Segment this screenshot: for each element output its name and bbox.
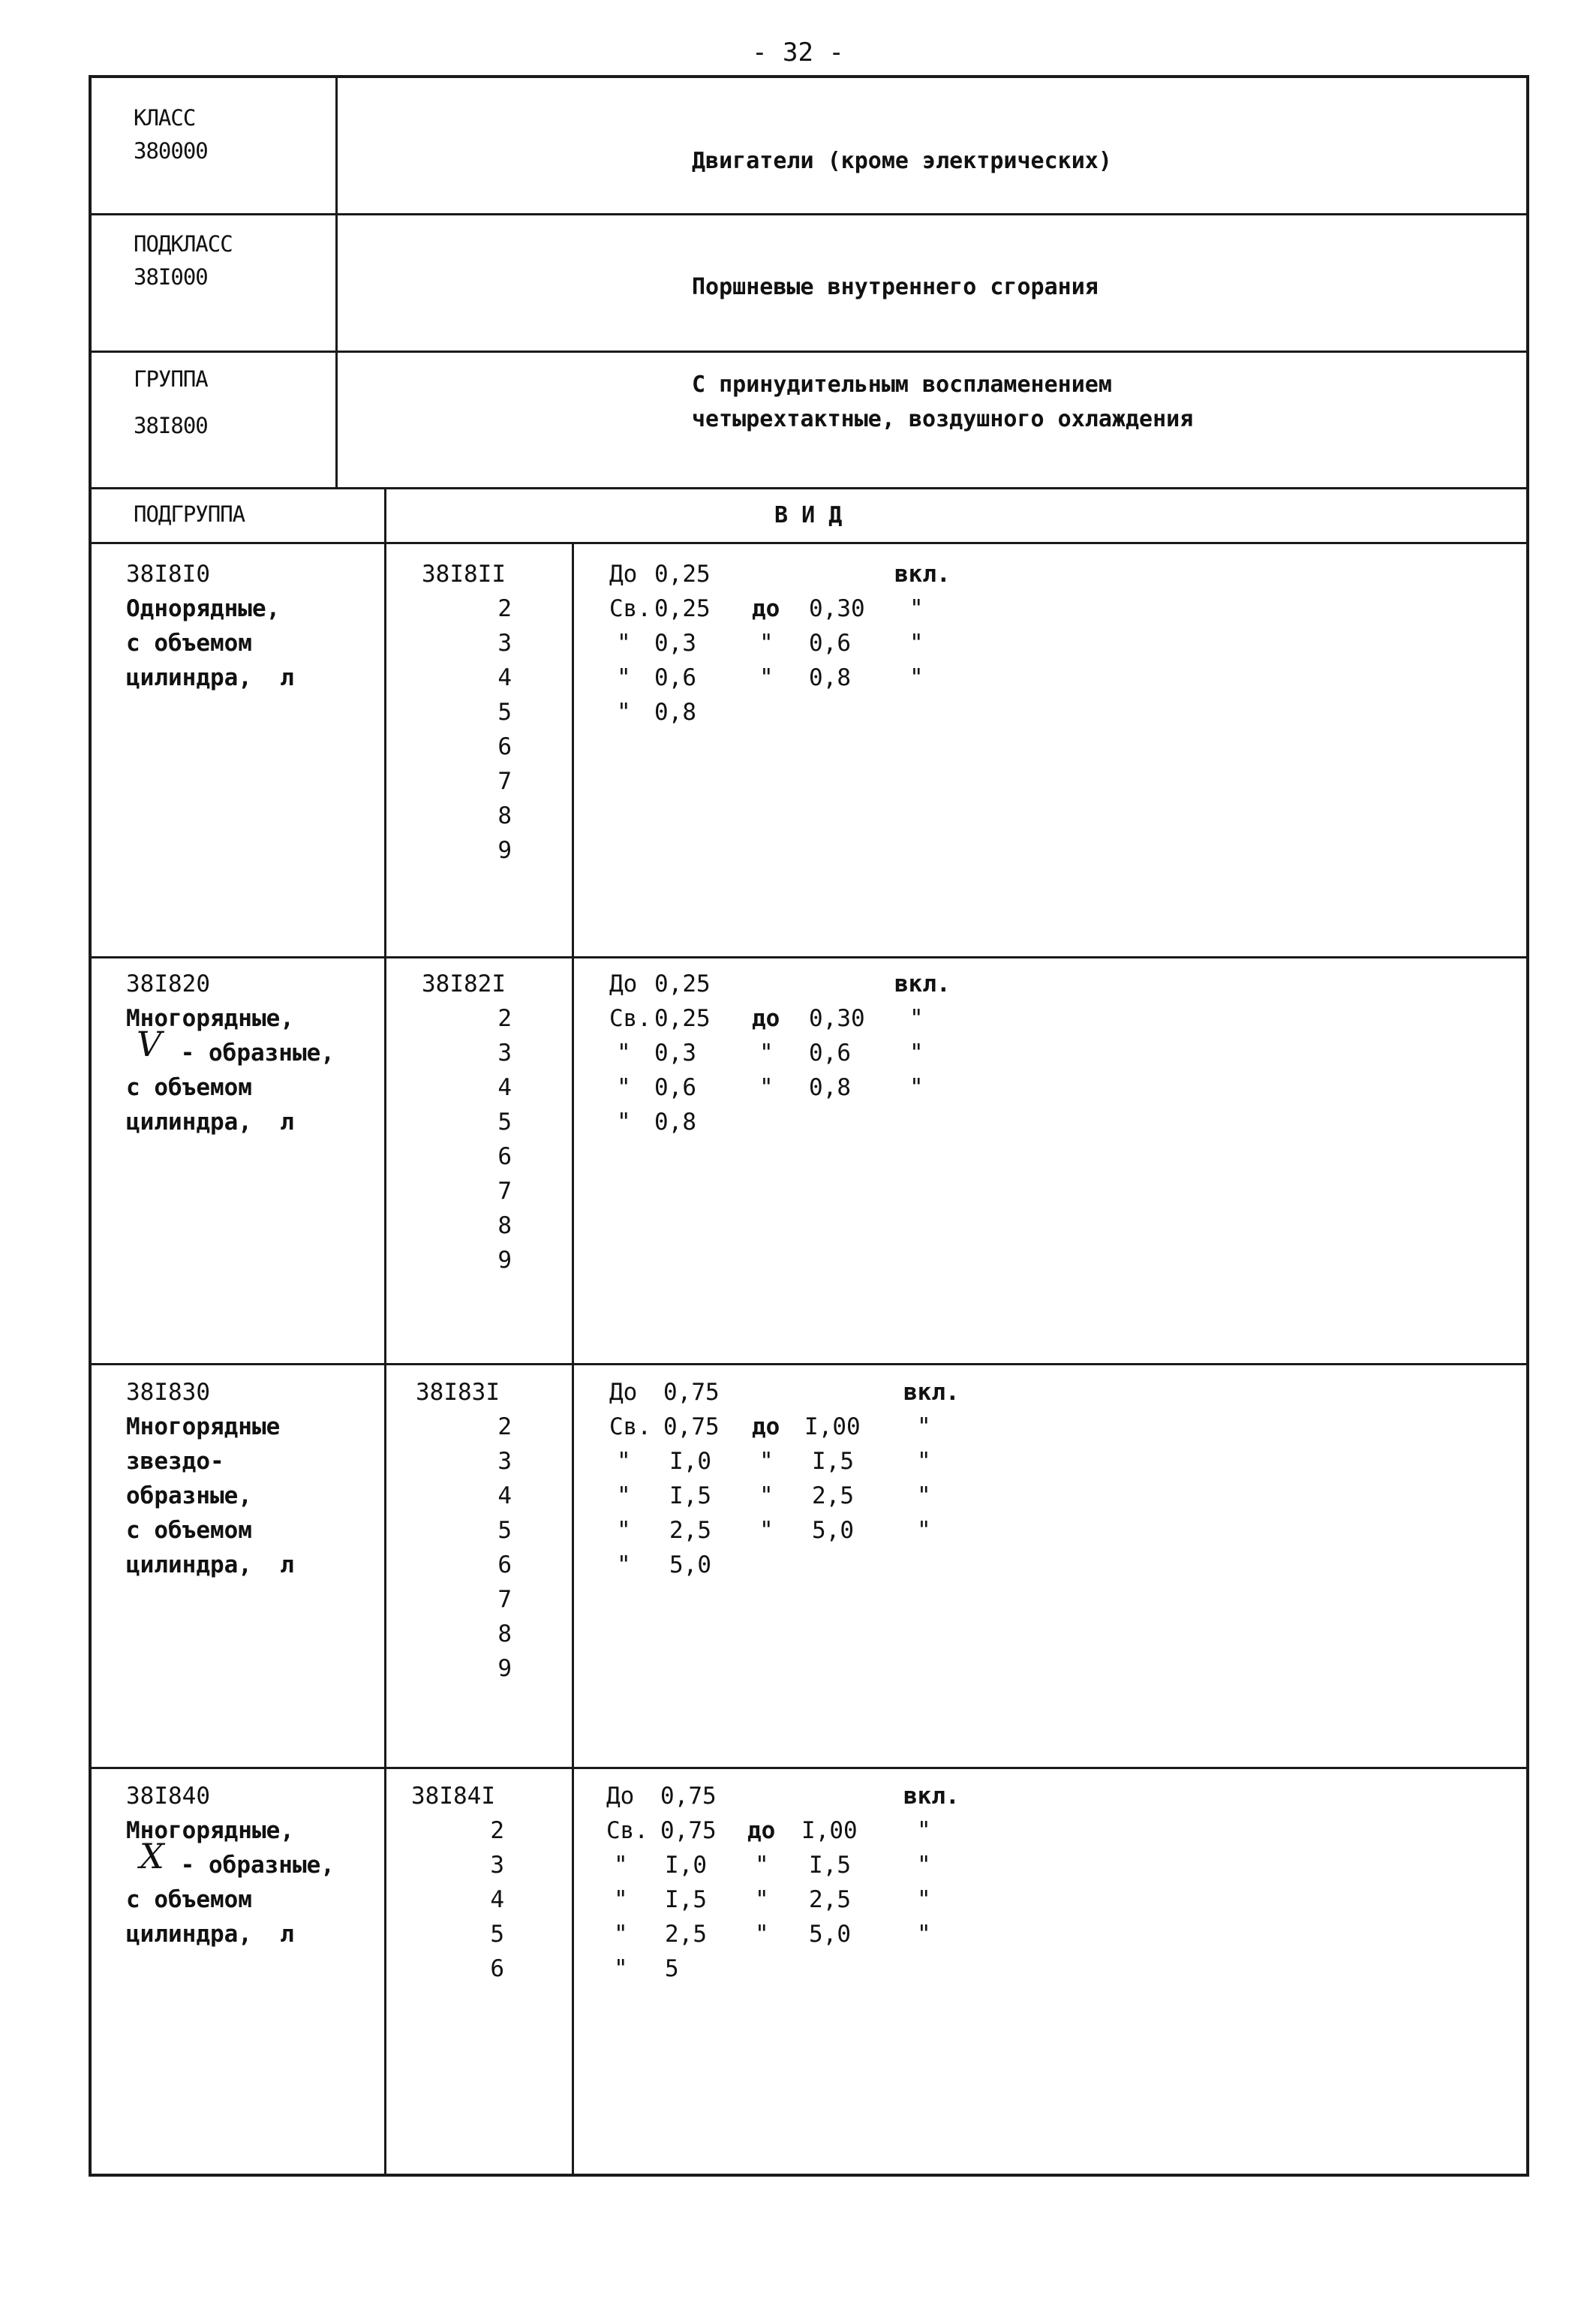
range-to: 0,30 [809,1005,865,1032]
range-suffix: вкл. [903,1379,960,1406]
range-prefix: " [614,1921,628,1948]
subgroup-desc: - образные, [167,1852,335,1879]
row-divider [92,487,1526,489]
range-from: 0,3 [654,630,696,657]
range-from: 5,0 [669,1551,711,1578]
range-suffix: " [917,1448,931,1475]
vid-code: 4 [497,1482,512,1509]
range-prefix: " [617,1551,631,1578]
subgroup-separator [92,1767,1526,1769]
range-suffix: " [909,1074,924,1101]
vid-code: 38I83I [416,1379,500,1406]
range-sep: " [755,1852,769,1879]
range-from: 0,8 [654,1109,696,1136]
range-from: 5 [665,1955,679,1982]
row-divider [92,542,1526,544]
podklass-code: 38I000 [134,264,208,290]
subgroup-divider [384,487,386,2177]
range-to: 5,0 [809,1921,851,1948]
gruppa-code: 38I800 [134,413,208,438]
subgroup-code: 38I840 [126,1783,210,1810]
range-to: I,00 [801,1817,858,1844]
range-prefix: " [617,1482,631,1509]
range-from: 0,75 [660,1817,717,1844]
range-sep: " [759,1040,774,1067]
range-suffix: вкл. [894,970,951,998]
subgroup-desc: Многорядные, [126,1817,294,1844]
range-prefix: " [617,699,631,726]
range-to: 0,6 [809,1040,851,1067]
range-to: 0,8 [809,1074,851,1101]
vid-code: 7 [497,768,512,795]
range-to: I,5 [812,1448,854,1475]
codes-divider [572,542,574,2177]
range-to: 2,5 [812,1482,854,1509]
vid-code: 8 [497,1212,512,1239]
range-from: 0,75 [660,1783,717,1810]
range-suffix: " [917,1517,931,1544]
vid-code: 2 [497,1413,512,1440]
range-from: I,0 [665,1852,707,1879]
vid-code: 9 [497,837,512,864]
vid-code: 8 [497,1620,512,1648]
vid-code: 3 [497,630,512,657]
range-suffix: " [909,1005,924,1032]
vid-code: 3 [497,1040,512,1067]
range-prefix: " [614,1955,628,1982]
range-to: 0,30 [809,595,865,622]
subgroup-desc: Многорядные [126,1413,281,1440]
range-from: 0,6 [654,1074,696,1101]
range-suffix: " [917,1852,931,1879]
subgroup-desc: Однорядные, [126,595,281,622]
row-divider [92,213,1526,215]
range-sep: " [759,1448,774,1475]
vid-code: 38I84I [411,1783,495,1810]
vid-code: 5 [497,1517,512,1544]
subgroup-separator [92,1363,1526,1365]
subgroup-desc: с объемом [126,630,252,657]
range-sep: " [755,1921,769,1948]
range-prefix: До [609,1379,638,1406]
range-from: 0,75 [663,1413,720,1440]
range-prefix: " [617,1448,631,1475]
range-from: 0,25 [654,970,711,998]
subgroup-desc: образные, [126,1482,252,1509]
vid-code: 38I82I [422,970,506,998]
range-from: 2,5 [669,1517,711,1544]
range-from: 0,3 [654,1040,696,1067]
vid-code: 5 [497,1109,512,1136]
vid-code: 7 [497,1586,512,1613]
range-prefix: Св. [609,1413,651,1440]
range-prefix: " [617,1040,631,1067]
classification-table [89,75,1529,2177]
subgroup-code: 38I830 [126,1379,210,1406]
vid-code: 7 [497,1178,512,1205]
subgroup-header: ПОДГРУППА [134,501,245,527]
range-to: 5,0 [812,1517,854,1544]
range-prefix: Св. [609,1005,651,1032]
vid-code: 9 [497,1655,512,1682]
vid-code: 3 [490,1852,504,1879]
page-number: - 32 - [752,38,844,68]
vid-code: 4 [490,1886,504,1913]
subgroup-desc: - образные, [167,1040,335,1067]
range-suffix: " [917,1413,931,1440]
vid-code: 5 [490,1921,504,1948]
row-divider [92,351,1526,353]
podklass-title: Поршневые внутреннего сгорания [692,274,1099,300]
range-suffix: вкл. [903,1783,960,1810]
range-from: 0,25 [654,1005,711,1032]
subgroup-desc: цилиндра, л [126,1551,294,1578]
range-sep: до [747,1817,776,1844]
range-suffix: " [909,664,924,691]
range-from: I,5 [665,1886,707,1913]
range-to: 2,5 [809,1886,851,1913]
vid-code: 6 [497,733,512,760]
v-letter: V [137,1024,162,1064]
vid-code: 6 [497,1551,512,1578]
range-sep: " [759,630,774,657]
range-sep: " [759,1517,774,1544]
klass-code: 380000 [134,138,208,164]
vid-header: В И Д [774,502,843,528]
range-to: I,5 [809,1852,851,1879]
vid-code: 4 [497,1074,512,1101]
range-suffix: " [917,1482,931,1509]
range-sep: " [755,1886,769,1913]
vid-code: 6 [490,1955,504,1982]
range-prefix: Св. [606,1817,648,1844]
subgroup-desc: цилиндра, л [126,664,294,691]
range-from: 0,8 [654,699,696,726]
podklass-label: ПОДКЛАСС [134,231,233,257]
range-sep: " [759,664,774,691]
vid-code: 38I8II [422,561,506,588]
range-sep: " [759,1482,774,1509]
range-prefix: " [617,664,631,691]
range-prefix: " [617,1074,631,1101]
klass-title: Двигатели (кроме электрических) [692,148,1112,174]
range-prefix: Св. [609,595,651,622]
range-from: I,5 [669,1482,711,1509]
range-suffix: " [909,595,924,622]
subgroup-desc: цилиндра, л [126,1921,294,1948]
range-prefix: До [606,1783,635,1810]
vid-code: 8 [497,802,512,829]
range-suffix: " [917,1921,931,1948]
gruppa-title-line1: С принудительным воспламенением [692,372,1112,398]
range-prefix: " [617,1517,631,1544]
vid-code: 4 [497,664,512,691]
klass-label: КЛАСС [134,105,196,131]
vid-code: 9 [497,1247,512,1274]
range-to: 0,8 [809,664,851,691]
range-suffix: " [909,630,924,657]
range-sep: до [752,1413,780,1440]
range-from: 0,25 [654,595,711,622]
subgroup-desc: цилиндра, л [126,1109,294,1136]
range-suffix: " [909,1040,924,1067]
vid-code: 3 [497,1448,512,1475]
vid-code: 2 [497,1005,512,1032]
range-from: I,0 [669,1448,711,1475]
subgroup-desc: с объемом [126,1886,252,1913]
subgroup-code: 38I820 [126,970,210,998]
range-sep: до [752,1005,780,1032]
gruppa-title-line2: четырехтактные, воздушного охлаждения [692,406,1194,432]
range-prefix: До [609,970,638,998]
subgroup-code: 38I8I0 [126,561,210,588]
range-prefix: " [617,1109,631,1136]
range-prefix: " [614,1886,628,1913]
range-sep: до [752,595,780,622]
x-letter: X [140,1836,164,1876]
subgroup-desc: Многорядные, [126,1005,294,1032]
range-from: 2,5 [665,1921,707,1948]
gruppa-label: ГРУППА [134,366,208,392]
range-from: 0,75 [663,1379,720,1406]
subgroup-desc: с объемом [126,1517,252,1544]
subgroup-desc: с объемом [126,1074,252,1101]
range-prefix: До [609,561,638,588]
vid-code: 2 [490,1817,504,1844]
range-from: 0,25 [654,561,711,588]
range-prefix: " [617,630,631,657]
header-divider [335,78,338,487]
range-to: I,00 [804,1413,861,1440]
subgroup-separator [92,956,1526,958]
range-suffix: " [917,1817,931,1844]
range-to: 0,6 [809,630,851,657]
range-sep: " [759,1074,774,1101]
range-suffix: вкл. [894,561,951,588]
range-prefix: " [614,1852,628,1879]
vid-code: 6 [497,1143,512,1170]
vid-code: 2 [497,595,512,622]
vid-code: 5 [497,699,512,726]
range-from: 0,6 [654,664,696,691]
subgroup-desc: звездо- [126,1448,224,1475]
range-suffix: " [917,1886,931,1913]
